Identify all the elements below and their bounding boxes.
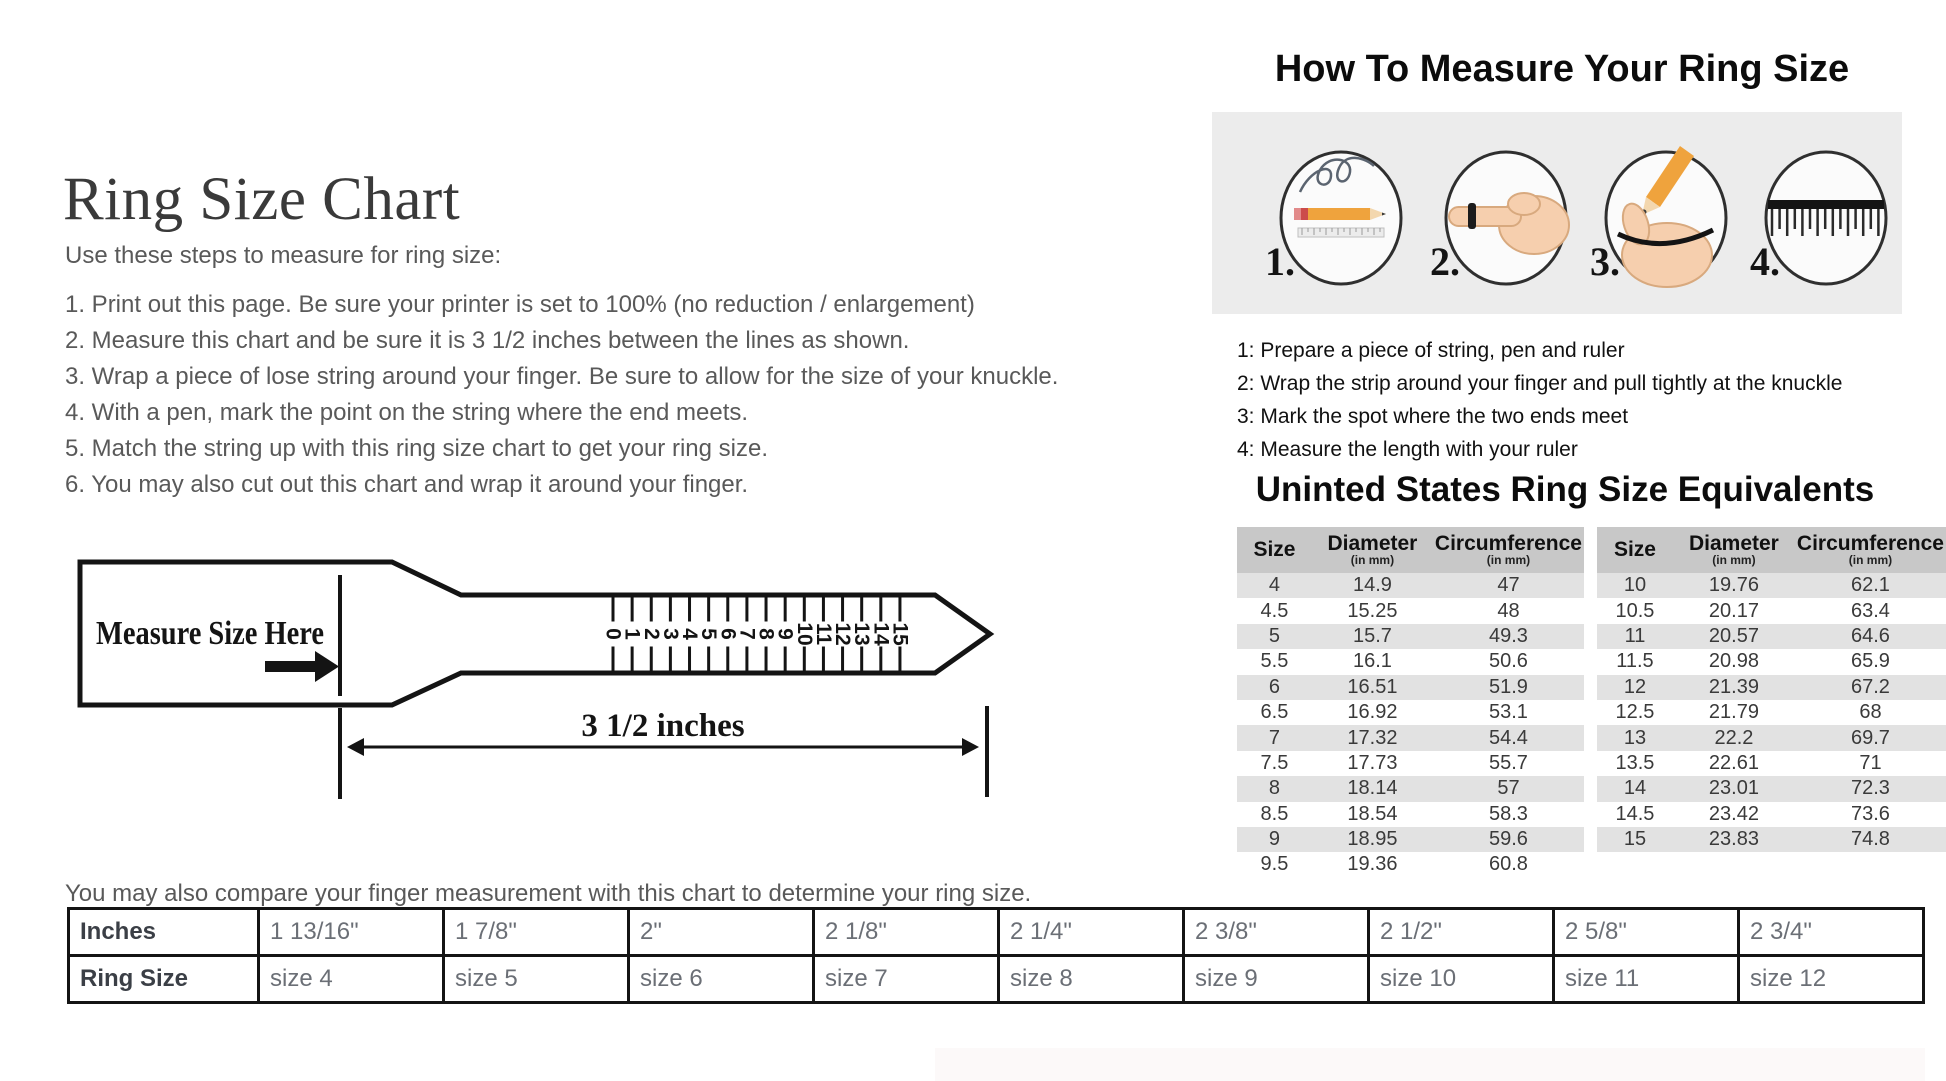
illustration-step-number: 1.	[1265, 239, 1295, 284]
inches-cell: 2"	[629, 909, 814, 956]
size-table-row	[1237, 675, 1584, 700]
intro-text: Use these steps to measure for ring size:	[65, 242, 502, 269]
size-table-row	[1237, 802, 1584, 827]
inches-cell: 2 3/4"	[1739, 909, 1924, 956]
size-table-cell: 17.32	[1312, 725, 1433, 750]
inches-row-header: Inches	[69, 909, 259, 956]
size-table-cell: 5	[1237, 624, 1312, 649]
size-table-cell: 12.5	[1597, 700, 1673, 725]
size-table-row	[1597, 802, 1946, 827]
measure-step: 1: Prepare a piece of string, pen and ruler	[1237, 339, 1625, 362]
ruler-tick-number: 8	[754, 628, 778, 640]
size-table-row	[1237, 751, 1584, 776]
instruction-step: 3. Wrap a piece of lose string around your finger. Be sure to allow for the size of your knuckle.	[65, 363, 1059, 390]
size-table-cell: 13.5	[1597, 751, 1673, 776]
circumference-column-header: Circumference (in mm)	[1433, 527, 1584, 573]
size-table-row	[1237, 624, 1584, 649]
size-table-cell: 4	[1237, 573, 1312, 598]
size-table-cell: 50.6	[1433, 649, 1584, 674]
inches-cell: 2 1/4"	[999, 909, 1184, 956]
size-table-row	[1597, 649, 1946, 674]
size-table-header-row	[1597, 527, 1946, 573]
ring-size-cell: size 4	[259, 956, 444, 1003]
size-equivalents-tables	[1237, 527, 1946, 878]
size-table-row	[1597, 573, 1946, 598]
size-table-cell	[1673, 852, 1795, 877]
size-table-cell: 74.8	[1795, 827, 1946, 852]
size-table-cell: 62.1	[1795, 573, 1946, 598]
size-table-cell: 22.2	[1673, 725, 1795, 750]
size-table-cell: 11.5	[1597, 649, 1673, 674]
size-table-left	[1237, 527, 1584, 878]
ruler-tick-number: 1	[620, 628, 644, 640]
ring-size-cell: size 10	[1369, 956, 1554, 1003]
size-table-cell: 51.9	[1433, 675, 1584, 700]
size-table-cell: 58.3	[1433, 802, 1584, 827]
ring-size-cell: size 6	[629, 956, 814, 1003]
size-table-cell: 53.1	[1433, 700, 1584, 725]
size-table-cell: 67.2	[1795, 675, 1946, 700]
size-table-cell: 11	[1597, 624, 1673, 649]
ruler-tick-number: 12	[831, 622, 855, 646]
size-table-header-row	[1237, 527, 1584, 573]
size-table-cell: 7.5	[1237, 751, 1312, 776]
size-table-cell: 59.6	[1433, 827, 1584, 852]
instruction-step: 4. With a pen, mark the point on the string where the end meets.	[65, 399, 749, 426]
size-table-cell: 16.1	[1312, 649, 1433, 674]
size-table-cell: 9.5	[1237, 852, 1312, 877]
size-table-cell: 20.57	[1673, 624, 1795, 649]
measurement-label: 3 1/2 inches	[581, 708, 745, 744]
size-table-row	[1597, 598, 1946, 623]
size-table-row	[1597, 700, 1946, 725]
size-table-cell: 18.95	[1312, 827, 1433, 852]
size-table-row	[1237, 776, 1584, 801]
size-table-row	[1237, 573, 1584, 598]
ring-size-row-header: Ring Size	[69, 956, 259, 1003]
measure-step: 2: Wrap the strip around your finger and pull tightly at the knuckle	[1237, 372, 1843, 395]
size-table-row	[1597, 624, 1946, 649]
size-table-row	[1597, 827, 1946, 852]
ruler-tick-number: 6	[716, 628, 740, 640]
how-to-measure-title: How To Measure Your Ring Size	[1274, 48, 1850, 90]
instruction-step: 5. Match the string up with this ring size chart to get your ring size.	[65, 435, 768, 462]
size-table-row	[1237, 649, 1584, 674]
size-table-cell: 73.6	[1795, 802, 1946, 827]
ring-sizer-diagram	[63, 548, 1003, 810]
size-table-cell: 8	[1237, 776, 1312, 801]
inches-row	[69, 909, 1924, 956]
diameter-column-header: Diameter (in mm)	[1673, 527, 1795, 573]
size-table-cell: 15.7	[1312, 624, 1433, 649]
size-table-cell: 18.14	[1312, 776, 1433, 801]
size-table-cell: 23.01	[1673, 776, 1795, 801]
ruler-tick-number: 3	[658, 628, 682, 640]
size-table-row	[1237, 725, 1584, 750]
ring-size-row	[69, 956, 1924, 1003]
size-table-cell: 14.5	[1597, 802, 1673, 827]
ring-size-cell: size 9	[1184, 956, 1369, 1003]
ruler-tick-number: 5	[697, 628, 721, 640]
size-table-cell: 5.5	[1237, 649, 1312, 674]
size-table-cell: 10.5	[1597, 598, 1673, 623]
ring-size-cell: size 12	[1739, 956, 1924, 1003]
ruler-tick-number: 7	[735, 628, 759, 640]
size-table-cell: 21.79	[1673, 700, 1795, 725]
instruction-step: 6. You may also cut out this chart and wrap it around your finger.	[65, 471, 749, 498]
ruler-tick-number: 13	[850, 622, 874, 646]
size-table-cell: 64.6	[1795, 624, 1946, 649]
ruler-tick-number: 4	[678, 628, 702, 640]
illustration-graphic	[1212, 112, 1902, 314]
ruler-tick-number: 10	[792, 622, 816, 646]
measure-size-here-label: Measure Size Here	[96, 615, 324, 652]
size-table-cell: 14	[1597, 776, 1673, 801]
size-table-cell: 14.9	[1312, 573, 1433, 598]
ruler-tick-number: 0	[601, 628, 625, 640]
size-table-cell	[1597, 852, 1673, 877]
size-table-cell: 49.3	[1433, 624, 1584, 649]
size-table-cell: 6.5	[1237, 700, 1312, 725]
size-table-cell: 57	[1433, 776, 1584, 801]
size-table-row	[1597, 675, 1946, 700]
size-table-cell: 9	[1237, 827, 1312, 852]
instruction-step: 2. Measure this chart and be sure it is 3 1/2 inches between the lines as shown.	[65, 327, 910, 354]
size-table-cell: 72.3	[1795, 776, 1946, 801]
ruler-tick-number: 2	[639, 628, 663, 640]
inches-cell: 1 13/16"	[259, 909, 444, 956]
size-table-row	[1237, 852, 1584, 877]
size-column-header: Size	[1597, 527, 1673, 573]
size-column-header: Size	[1237, 527, 1312, 573]
size-table-cell: 16.51	[1312, 675, 1433, 700]
size-table-right	[1597, 527, 1946, 878]
size-table-cell: 15.25	[1312, 598, 1433, 623]
instruction-step: 1. Print out this page. Be sure your printer is set to 100% (no reduction / enlargement)	[65, 291, 975, 318]
equivalents-title: Uninted States Ring Size Equivalents	[1255, 470, 1875, 509]
inches-cell: 1 7/8"	[444, 909, 629, 956]
inches-cell: 2 5/8"	[1554, 909, 1739, 956]
size-table-row	[1237, 827, 1584, 852]
page-title: Ring Size Chart	[63, 165, 461, 233]
size-table-cell: 18.54	[1312, 802, 1433, 827]
size-table-cell: 4.5	[1237, 598, 1312, 623]
illustration-step-number: 3.	[1590, 239, 1620, 284]
size-table-row	[1597, 751, 1946, 776]
ring-size-cell: size 7	[814, 956, 999, 1003]
size-table-cell: 17.73	[1312, 751, 1433, 776]
size-table-cell: 60.8	[1433, 852, 1584, 877]
size-table-cell: 21.39	[1673, 675, 1795, 700]
measure-step: 3: Mark the spot where the two ends meet	[1237, 405, 1629, 428]
size-table-cell: 12	[1597, 675, 1673, 700]
size-table-cell: 6	[1237, 675, 1312, 700]
size-table-cell: 15	[1597, 827, 1673, 852]
size-table-cell: 63.4	[1795, 598, 1946, 623]
size-table-cell: 65.9	[1795, 649, 1946, 674]
illustration-step-number: 2.	[1430, 239, 1460, 284]
size-table-cell: 23.42	[1673, 802, 1795, 827]
diameter-column-header: Diameter (in mm)	[1312, 527, 1433, 573]
size-table-cell: 20.17	[1673, 598, 1795, 623]
illustration-panel	[1212, 112, 1902, 314]
measure-steps-list	[1237, 334, 1842, 466]
size-table-cell: 13	[1597, 725, 1673, 750]
size-table-row	[1597, 776, 1946, 801]
size-table-cell: 22.61	[1673, 751, 1795, 776]
ruler-tick-number: 9	[773, 628, 797, 640]
size-table-row	[1237, 700, 1584, 725]
size-table-cell: 19.76	[1673, 573, 1795, 598]
measure-step: 4: Measure the length with your ruler	[1237, 438, 1578, 461]
instruction-list	[65, 287, 1058, 503]
size-table-cell: 69.7	[1795, 725, 1946, 750]
page-edge-shadow	[935, 1048, 1925, 1081]
size-table-cell: 47	[1433, 573, 1584, 598]
ring-size-cell: size 11	[1554, 956, 1739, 1003]
inches-cell: 2 1/8"	[814, 909, 999, 956]
ring-size-cell: size 8	[999, 956, 1184, 1003]
size-table-cell: 68	[1795, 700, 1946, 725]
compare-note: You may also compare your finger measurement with this chart to determine your ring size.	[65, 880, 1032, 907]
size-table-cell: 55.7	[1433, 751, 1584, 776]
size-table-cell: 16.92	[1312, 700, 1433, 725]
measurement-annotation	[340, 706, 987, 799]
circumference-column-header: Circumference (in mm)	[1795, 527, 1946, 573]
size-table-cell: 54.4	[1433, 725, 1584, 750]
size-table-row	[1237, 598, 1584, 623]
ruler-tick-number: 11	[811, 622, 835, 646]
inches-cell: 2 3/8"	[1184, 909, 1369, 956]
size-table-cell	[1795, 852, 1946, 877]
ruler-tick-number: 14	[869, 622, 893, 646]
size-table-row	[1597, 852, 1946, 877]
size-table-cell: 71	[1795, 751, 1946, 776]
illustration-step-number: 4.	[1750, 239, 1780, 284]
ring-size-cell: size 5	[444, 956, 629, 1003]
size-table-cell: 8.5	[1237, 802, 1312, 827]
inches-to-size-table	[67, 907, 1925, 1004]
size-table-cell: 7	[1237, 725, 1312, 750]
size-table-cell: 20.98	[1673, 649, 1795, 674]
inches-cell: 2 1/2"	[1369, 909, 1554, 956]
size-table-row	[1597, 725, 1946, 750]
size-table-cell: 19.36	[1312, 852, 1433, 877]
ruler-tick-number: 15	[888, 622, 912, 646]
size-table-cell: 10	[1597, 573, 1673, 598]
size-table-cell: 23.83	[1673, 827, 1795, 852]
size-table-cell: 48	[1433, 598, 1584, 623]
